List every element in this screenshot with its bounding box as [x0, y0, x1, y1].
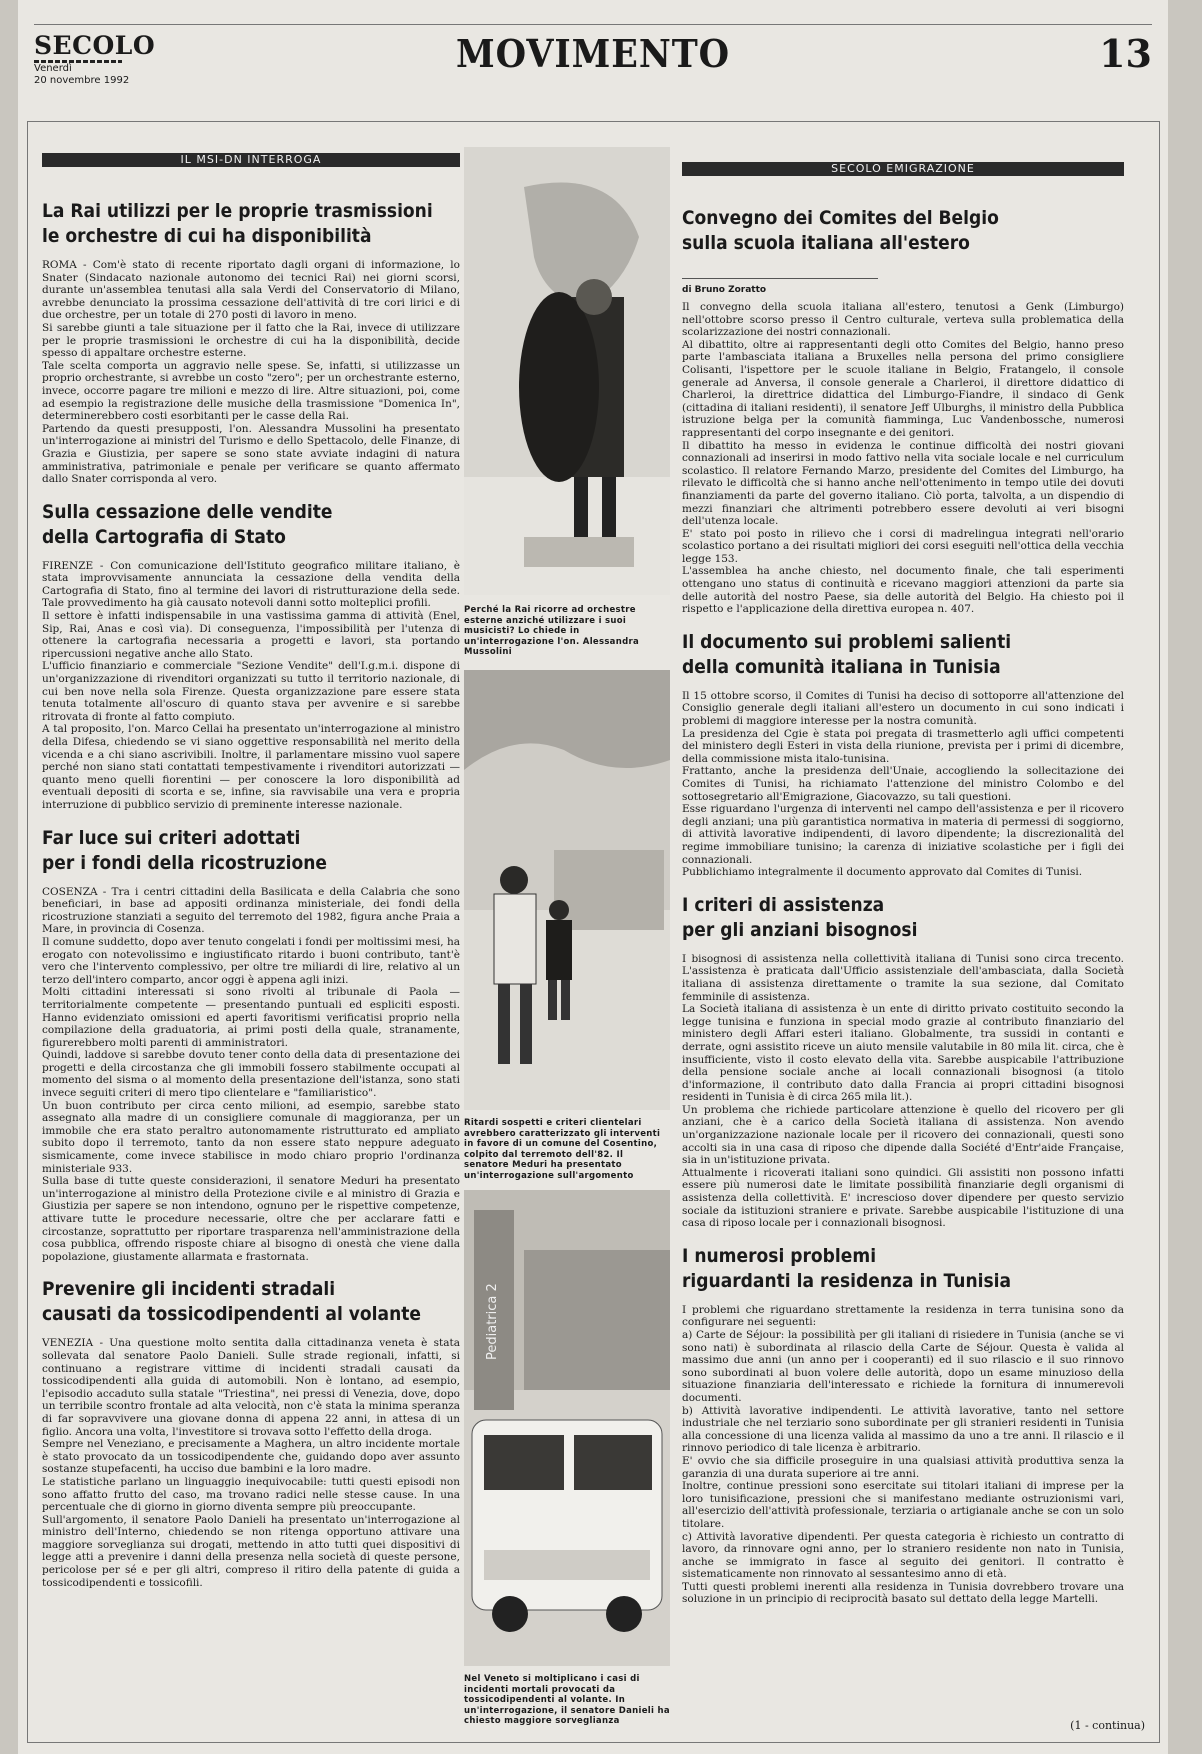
article-tunisia-documento-p5: Pubblichiamo integralmente il documento approvato dal Comites di Tunisi.	[682, 866, 1083, 879]
article-cartografia-p1: FIRENZE - Con comunicazione dell'Istituto geografico militare italiano, è stata improvvisamente annunciata la cessazione della vendita della Cartografia di Stato, fino al termine dei lavori di ristrutturazione della sede. Tale provvedimento ha già causato notevoli danni sotto molteplici profili.	[42, 559, 460, 610]
article-residenza	[682, 1244, 1124, 1606]
left-kicker: IL MSI-DN INTERROGA	[42, 153, 460, 167]
article-incidenti-p1: VENEZIA - Una questione molto sentita dalla cittadinanza veneta è stata sollevata dal senatore Paolo Danieli. Sulle strade regionali, infatti, si continuano a registrare vittime di incidenti stradali causati da tossicodipendenti alla guida di automobili. Non è lontano, ad esempio, l'episodio accaduto sulla statale "Triestina", nei pressi di Venezia, dove, dopo un terribile scontro frontale ad alta velocità, non c'è stata la minima speranza di far sopravvivere una giovane donna di appena 22 anni, in attesa di un figlio. Ancora una volta, l'investitore si trovava sotto l'effetto della droga.	[42, 1337, 460, 1438]
masthead	[34, 24, 1152, 89]
article-rai-p1: ROMA - Com'è stato di recente riportato dagli organi di informazione, lo Snater (Sindacato nazionale autonomo dei tecnici Rai) nei giorni scorsi, durante un'assemblea tenutasi alla sala Verdi del Conservatorio di Milano, avrebbe denunciato la prossima cessazione dell'attività di tre cori lirici e di due orchestre, per un totale di 270 posti di lavoro in meno.	[42, 259, 460, 322]
photo-orchestra	[464, 147, 670, 595]
article-rai-p4: Partendo da questi presupposti, l'on. Alessandra Mussolini ha presentato un'interrogazione ai ministri del Turismo e dello Spettacolo, delle Finanze, di Grazia e Giustizia, per sapere se sono state avviate indagini di natura amministrativa, patrimoniale e penale per verificare se quanto affermato dallo Snater corrisponda al vero.	[42, 422, 460, 486]
article-anziani	[682, 893, 1124, 1230]
article-cartografia-p2: Il settore è infatti indispensabile in una vastissima gamma di attività (Enel, Sip, Rai, Anas e così via). Di conseguenza, l'impossibilità per l'utenza di ottenere la cartografia necessaria a progetti e lavori, sta portando ripercussioni negative anche allo Stato.	[42, 610, 460, 660]
article-ricostruzione-p6: Sulla base di tutte queste considerazioni, il senatore Meduri ha presentato un'interrogazione al ministro della Protezione civile e al ministro di Grazia e Giustizia per sapere se non intendono, ognuno per le rispettive competenze, attivare tutte le procedure necessarie, oltre che per acclarare fatti e circostanze, soprattutto per riportare trasparenza nell'amministrazione della cosa pubblica, offrendo risposte chiare al bisogno di onestà che viene dalla popolazione, giustamente allarmata e frastornata.	[42, 1175, 460, 1263]
article-tunisia-documento-title-2: della comunità italiana in Tunisia	[682, 655, 1001, 678]
article-residenza-p6: c) Attività lavorative dipendenti. Per questa categoria è richiesto un contratto di lavoro, da rinnovare ogni anno, per lo straniero residente non nato in Tunisia, anche se immigrato in fasce al seguito dei genitori. Il contratto è sistematicamente non rinnovato al sessantesimo anno di età.	[682, 1530, 1124, 1581]
article-belgio-p3: Il dibattito ha messo in evidenza le continue difficoltà dei nostri giovani connazionali ad inserirsi in modo fattivo nella vita sociale locale e nel curriculum scolastico. Il relatore Fernando Marzo, presidente del Comites del Limburgo, ha rilevato le difficoltà che si hanno anche nell'ottenimento in tempo utile dei dovuti finanziamenti da parte del governo italiano. Ciò porta, talvolta, a un dispendio di mezzi finanziari che altrimenti potrebbero essere devoluti ai veri bisogni dell'utenza locale.	[682, 439, 1124, 528]
article-residenza-p5: Inoltre, continue pressioni sono esercitate sui titolari italiani di imprese per la loro tunisificazione, pressioni che si manifestano mediante ostruzionismi vari, all'esercizio dell'attività professionale, terziaria o artigianale anche se con un solo titolare.	[682, 1480, 1124, 1530]
article-ricostruzione-p5: Un buon contributo per circa cento milioni, ad esempio, sarebbe stato assegnato alla madre di un consigliere comunale di maggioranza, per un immobile che era stato peraltro autonomamente ristrutturato ed ampliato subito dopo il terremoto, tanto da non essere stato neppure adeguato sismicamente, come invece stabilisce in modo chiaro proprio l'ordinanza ministeriale 933.	[42, 1099, 460, 1175]
article-belgio	[682, 206, 1124, 616]
article-residenza-p7: Tutti questi problemi inerenti alla residenza in Tunisia dovrebbero trovare una soluzione in un principio di reciprocità basato sul dettato della legge Martelli.	[682, 1580, 1124, 1606]
article-incidenti-title-1: Prevenire gli incidenti stradali	[42, 1278, 336, 1301]
article-tunisia-documento-p1: Il 15 ottobre scorso, il Comites di Tunisi ha deciso di sottoporre all'attenzione del Consiglio generale degli italiani all'estero un documento in cui sono indicati i problemi di maggiore interesse per la nostra comunità.	[682, 689, 1124, 728]
content-frame	[27, 121, 1160, 1743]
article-tunisia-documento-title-1: Il documento sui problemi salienti	[682, 630, 1012, 653]
article-residenza-p4: E' ovvio che sia difficile proseguire in una qualsiasi attività produttiva senza la garanzia di una durata superiore ai tre anni.	[682, 1454, 1124, 1480]
article-anziani-p1: I bisognosi di assistenza nella collettività italiana di Tunisi sono circa trecento. L'assistenza è praticata dall'Ufficio assistenziale dell'ambasciata, dalla Società italiana di assistenza direttamente o tramite la sua sezione, dal Comitato femminile di assistenza.	[682, 952, 1124, 1003]
middle-column	[464, 122, 670, 1742]
article-anziani-p4: Attualmente i ricoverati italiani sono quindici. Gli assistiti non possono infatti essere più numerosi date le limitate possibilità finanziarie degli organismi di assistenza della collettività. E' increscioso dover dipendere per questo servizio sociale da istituzioni straniere e private. Sarebbe auspicabile l'istituzione di una casa di riposo locale per i connazionali bisognosi.	[682, 1166, 1124, 1230]
article-residenza-p1: I problemi che riguardano strettamente la residenza in terra tunisina sono da configurare nei seguenti:	[682, 1303, 1124, 1329]
article-cartografia	[42, 500, 460, 812]
article-tunisia-documento-p4: Esse riguardano l'urgenza di interventi nel campo dell'assistenza e per il ricovero degli anziani; una più garantistica normativa in materia di permessi di soggiorno, di attività lavorative indipendenti, di lavoro dipendente; la discrezionalità del regime immobiliare tunisino; la carenza di iniziative scolastiche per i figli dei connazionali.	[682, 803, 1124, 866]
newspaper-page	[18, 0, 1168, 1754]
photo-orchestra-caption: Perché la Rai ricorre ad orchestre esterne anziché utilizzare i suoi musicisti? Lo chiede in un'interrogazione l'on. Alessandra Mussolini	[464, 605, 639, 657]
article-incidenti-p2: Sempre nel Veneziano, e precisamente a Maghera, un altro incidente mortale è stato provocato da un tossicodipendente che, guidando dopo aver assunto sostanze stupefacenti, ha ucciso due bambini e la loro madre.	[42, 1438, 460, 1476]
photo-ambulance	[464, 1190, 670, 1666]
issue-date: 20 novembre 1992	[34, 75, 130, 86]
article-tunisia-documento-p3: Frattanto, anche la presidenza dell'Unaie, accogliendo la sollecitazione dei Comites di Tunisi, ha richiamato l'attenzione del ministro Colombo e del sottosegretario all'Emigrazione, Giacovazzo, su tali questioni.	[682, 765, 1124, 803]
article-residenza-p3: b) Attività lavorative indipendenti. Le attività lavorative, tanto nel settore industriale che nel terziario sono subordinate per gli stranieri residenti in Tunisia alla concessione di una licenza valida al massimo da uno a tre anni. Il rilascio e il rinnovo periodico di tale licenza è arbitrario.	[682, 1404, 1124, 1455]
article-ricostruzione-title-1: Far luce sui criteri adottati	[42, 826, 301, 849]
right-kicker: SECOLO EMIGRAZIONE	[682, 162, 1124, 176]
article-anziani-title-2: per gli anziani bisognosi	[682, 918, 918, 941]
article-belgio-p1: Il convegno della scuola italiana all'estero, tenutosi a Genk (Limburgo) nell'ottobre scorso presso il Centro culturale, verteva sulla problematica della scolarizzazione dei nostri connazionali.	[682, 301, 1124, 339]
article-tunisia-documento-p2: La presidenza del Cgie è stata poi pregata di trasmetterlo agli uffici competenti del ministero degli Esteri in vista della riunione, prevista per i primi di dicembre, della commissione mista italo-tunisina.	[682, 727, 1124, 765]
page-number: 13	[1099, 31, 1152, 76]
article-residenza-title-2: riguardanti la residenza in Tunisia	[682, 1269, 1012, 1292]
article-cartografia-p3: L'ufficio finanziario e commerciale "Sezione Vendite" dell'I.g.m.i. dispone di un'organizzazione di rivenditori organizzati su tutto il territorio nazionale, di cui ben nove nella sola Firenze. Questa organizzazione pare essere stata tenuta totalmente all'oscuro di quanto stava per avvenire e si sarebbe ritrovata di fronte al fatto compiuto.	[42, 660, 460, 723]
article-cartografia-p4: A tal proposito, l'on. Marco Cellai ha presentato un'interrogazione al ministro della Difesa, chiedendo se vi siano oggettive responsabilità nel merito della vicenda e a chi siano ascrivibili. Inoltre, il parlamentare missino vuol sapere perché non siano stati contattati tempestivamente i rivenditori autorizzati — quanto meno quelli fiorentini — per conoscere la loro disponibilità ad eventuali depositi di scorta e se, infine, sia ravvisabile una vera e propria interruzione di pubblico servizio di preminente interesse nazionale.	[42, 723, 460, 811]
section-title: MOVIMENTO	[455, 31, 731, 76]
article-tunisia-documento	[682, 630, 1124, 879]
logo-name: SECOLO	[34, 31, 156, 60]
article-ricostruzione-p3: Molti cittadini interessati si sono rivolti al tribunale di Paola — territorialmente competente — presentando puntuali ed espliciti esposti. Hanno evidenziato omissioni ed aperti favoritismi verificatisi proprio nella compilazione della graduatoria, ai primi posti della quale, stranamente, figurerebbero molti parenti di amministratori.	[42, 986, 460, 1049]
article-incidenti	[42, 1277, 460, 1589]
photo-construction-caption: Ritardi sospetti e criteri clientelari avrebbero caratterizzato gli interventi in favore di un comune del Cosentino, colpito dal terremoto dell'82. Il senatore Meduri ha presentato un'interrogazione sull'argomento	[464, 1118, 661, 1181]
article-belgio-p2: Al dibattito, oltre ai rappresentanti degli otto Comites del Belgio, hanno preso parte l'ambasciata italiana a Bruxelles nella persona del primo consigliere Colisanti, l'ispettore per le scuole italiane in Belgio, Fratangelo, il console generale ad Anversa, il console generale a Charleroi, il direttore didattico di Charleroi, la direttrice didattica del Limburgo-Fiandre, il sindaco di Genk (cittadina di italiani residenti), il senatore Jeff Ulburghs, il ministro della Pubblica istruzione belga per la comunità fiamminga, Luc Vandenbossche, numerosi rappresentanti del corpo insegnante e dei genitori.	[682, 338, 1124, 439]
article-rai-p3: Tale scelta comporta un aggravio nelle spese. Se, infatti, si utilizzasse un proprio orchestrante, si avrebbe un costo "zero"; per un orchestrante esterno, invece, occorre pagare tre milioni e mezzo di lire. Altre situazioni, poi, come ad esempio la registrazione delle musiche della trasmissione "Domenica In", determinerebbero costi esorbitanti per le casse della Rai.	[42, 359, 460, 423]
right-column	[682, 122, 1124, 1606]
article-incidenti-p3: Le statistiche parlano un linguaggio inequivocabile: tutti questi episodi non sono affatto frutto del caso, ma trovano radici nelle stesse cause. In una percentuale che di giorno in giorno diventa sempre più preoccupante.	[42, 1475, 460, 1514]
article-ricostruzione-p4: Quindi, laddove si sarebbe dovuto tener conto della data di presentazione dei progetti e della circostanza che gli immobili fossero stabilmente occupati al momento del sisma o al momento della presentazione dell'istanza, sono stati invece seguiti criteri di mero tipo clientelare e "familiaristico".	[42, 1049, 460, 1100]
article-residenza-title-1: I numerosi problemi	[682, 1244, 877, 1267]
article-anziani-p3: Un problema che richiede particolare attenzione è quello del ricovero per gli anziani, che è a carico della Società italiana di assistenza. Non avendo un'organizzazione nazionale locale per il ricovero dei connazionali, questi sono accolti sia in una casa di riposo che dipende dalla Société d'Entr'aide Française, sia in un'istituzione privata.	[682, 1103, 1124, 1167]
photo-ambulance-caption: Nel Veneto si moltiplicano i casi di incidenti mortali provocati da tossicodipendenti al volante. In un'interrogazione, il senatore Danieli ha chiesto maggiore sorveglianza	[464, 1674, 670, 1726]
article-rai-title-1: La Rai utilizzi per le proprie trasmissioni	[42, 200, 433, 222]
article-belgio-title-2: sulla scuola italiana all'estero	[682, 232, 970, 254]
article-rai-p2: Si sarebbe giunti a tale situazione per il fatto che la Rai, invece di utilizzare per le proprie trasmissioni le orchestre di cui ha la disponibilità, decide spesso di appaltare orchestre esterne.	[42, 321, 460, 360]
article-anziani-p2: La Società italiana di assistenza è un ente di diritto privato costituito secondo la legge tunisina e funziona in special modo grazie al contributo finanziario del ministero degli Affari esteri italiano. Globalmente, tra sussidi in contanti e derrate, ogni assistito riceve un aiuto mensile valutabile in 80 mila lit. circa, che è insufficiente, visto il costo elevato della vita. Sarebbe auspicabile l'attribuzione della pensione sociale anche ai locali connazionali bisognosi (a titolo d'informazione, il contributo dato dalla Francia ai propri cittadini bisognosi residenti in Tunisia è di circa 265 mila lit.).	[682, 1003, 1124, 1104]
article-cartografia-title-1: Sulla cessazione delle vendite	[42, 500, 333, 523]
article-ricostruzione	[42, 826, 460, 1264]
article-anziani-title-1: I criteri di assistenza	[682, 893, 885, 916]
article-ricostruzione-title-2: per i fondi della ricostruzione	[42, 851, 327, 874]
photo-construction	[464, 670, 670, 1110]
article-ricostruzione-p2: Il comune suddetto, dopo aver tenuto congelati i fondi per moltissimi mesi, ha erogato con notevolissimo e ingiustificato ritardo i buoni contributo, tant'è vero che l'intervento complessivo, per oltre tre miliardi di lire, relativo al un terzo dell'intero comparto, ancor oggi è appena agli inizi.	[42, 935, 460, 986]
hospital-sign: Pediatrica 2	[485, 1283, 500, 1360]
article-belgio-title-1: Convegno dei Comites del Belgio	[682, 207, 999, 229]
issue-day: Venerdì	[34, 63, 72, 74]
article-belgio-byline: di Bruno Zoratto	[682, 285, 767, 295]
article-incidenti-p4: Sull'argomento, il senatore Paolo Danieli ha presentato un'interrogazione al ministro dell'Interno, chiedendo se non ritenga opportuno attivare una maggiore sorveglianza sui drogati, mettendo in atto tutti quei dispositivi di legge atti a prevenire i danni della presenza nella società di queste persone, pericolose per sé e per gli altri, compreso il ritiro della patente di guida a tossicodipendenti e tossicofili.	[42, 1513, 460, 1589]
article-incidenti-title-2: causati da tossicodipendenti al volante	[42, 1303, 422, 1326]
article-rai	[42, 199, 460, 486]
article-ricostruzione-p1: COSENZA - Tra i centri cittadini della Basilicata e della Calabria che sono beneficiari, in base ad appositi ordinanza ministeriale, dei fondi della ricostruzione stanziati a seguito del terremoto del 1982, figura anche Praia a Mare, in provincia di Cosenza.	[42, 885, 460, 936]
continua-note: (1 - continua)	[1070, 1719, 1145, 1732]
byline-rule	[682, 278, 878, 279]
left-column	[42, 122, 460, 1589]
article-belgio-p4: E' stato poi posto in rilievo che i corsi di madrelingua integrati nell'orario scolastico portano a dei risultati migliori dei corsi eseguiti nell'ottica della vecchia legge 153.	[682, 527, 1124, 565]
article-cartografia-title-2: della Cartografia di Stato	[42, 525, 286, 548]
article-rai-title-2: le orchestre di cui ha disponibilità	[42, 225, 372, 247]
article-belgio-p5: L'assemblea ha anche chiesto, nel documento finale, che tali esperimenti ottengano uno status di continuità e ricevano maggiori attenzioni da parte sia delle autorità del nostro Paese, sia delle autorità del Belgio. Ha chiesto poi il rispetto e l'applicazione della direttiva europea n. 407.	[682, 565, 1124, 616]
article-residenza-p2: a) Carte de Séjour: la possibilità per gli italiani di risiedere in Tunisia (anche se vi sono nati) è subordinata al rilascio della Carte de Séjour. Questa è valida al massimo due anni (un anno per i cooperanti) ed il suo rilascio e il suo rinnovo sono subordinati al buon volere delle autorità, dopo un esame minuzioso della situazione finanziaria dell'interessato e richiede la fornitura di innumerevoli documenti.	[682, 1329, 1124, 1404]
